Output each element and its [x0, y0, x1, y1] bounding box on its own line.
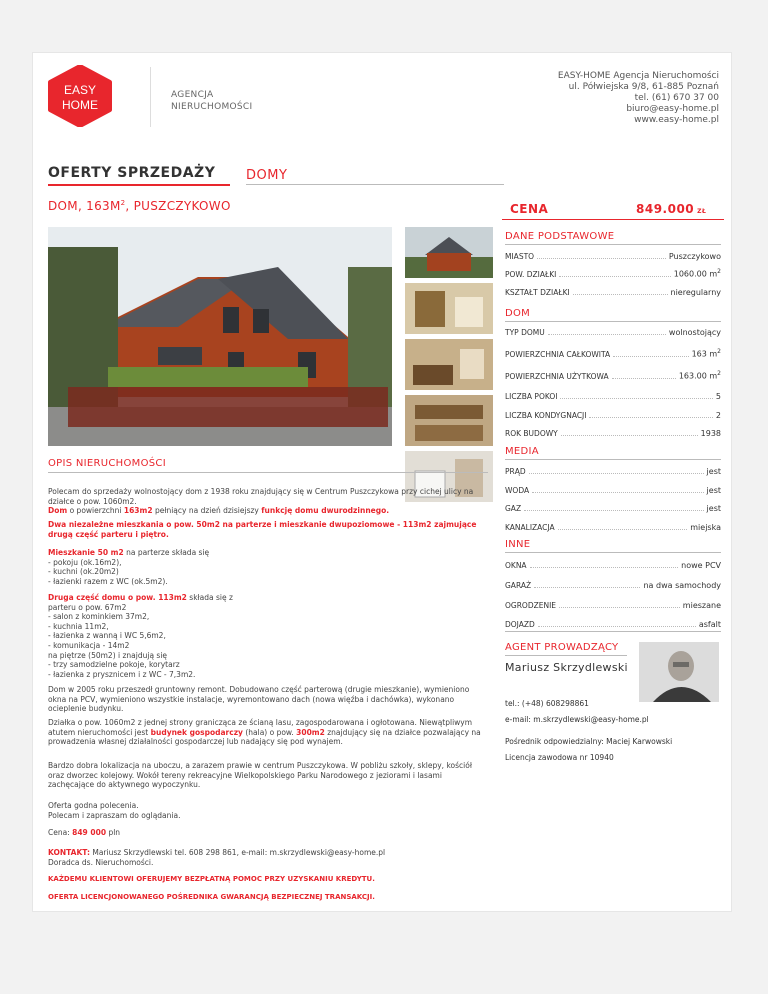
row-leader-dots	[573, 294, 668, 295]
dane-row	[505, 249, 721, 261]
dom-row	[505, 426, 721, 438]
listing-title: DOM, $163M^2$, PUSZCZYKOWO	[48, 199, 231, 213]
dom-row	[505, 369, 721, 381]
category-heading: DOMY	[246, 168, 288, 183]
main-house-photo[interactable]	[48, 227, 392, 446]
row-label: TYP DOMU	[505, 328, 545, 337]
section-divider	[505, 552, 721, 553]
license-number: Licencja zawodowa nr 10940	[505, 753, 614, 762]
media-row	[505, 520, 721, 532]
row-leader-dots	[538, 626, 696, 627]
row-label: PRĄD	[505, 467, 526, 476]
dane-row	[505, 267, 721, 279]
media-row	[505, 464, 721, 476]
row-label: POW. DZIAŁKI	[505, 270, 557, 279]
row-leader-dots	[561, 435, 698, 436]
row-label: ROK BUDOWY	[505, 429, 558, 438]
description-renovation: Dom w 2005 roku przeszedł gruntowny remont. Dobudowano część parterową (drugie mieszkanie), wymieniono okna na PCV, wymieniono wszystkie instalacje, wyremontowano dach (nowa więźba i dachówka), wykonano ocieplenie budynku.	[48, 685, 470, 714]
row-leader-dots	[532, 492, 703, 493]
dom-row	[505, 408, 721, 420]
section-other: INNE	[505, 539, 531, 550]
row-value: 1938	[700, 429, 721, 438]
agent-photo	[639, 642, 719, 702]
thumbnail-kitchen[interactable]	[405, 395, 493, 446]
section-heading: OFERTY SPRZEDAŻY	[48, 165, 216, 181]
inne-row	[505, 598, 721, 610]
dom-row	[505, 325, 721, 337]
dane-row	[505, 285, 721, 297]
description-apartments: Dwa niezależne mieszkania o pow. 50m2 na parterze i mieszkanie dwupoziomowe - 113m2 zajmujące drugą część parteru i piętro.	[48, 520, 477, 539]
agency-website[interactable]: www.easy-home.pl	[634, 115, 719, 125]
dom-row	[505, 389, 721, 401]
agent-phone[interactable]: tel.: (+48) 608298861	[505, 699, 589, 708]
row-value: jest	[706, 504, 721, 513]
row-label: OKNA	[505, 561, 527, 570]
row-label: DOJAZD	[505, 620, 535, 629]
dom-row	[505, 347, 721, 359]
credit-note: KAŻDEMU KLIENTOWI OFERUJEMY BEZPŁATNĄ POMOC PRZY UZYSKANIU KREDYTU.	[48, 875, 375, 883]
agency-email[interactable]: biuro@easy-home.pl	[626, 104, 719, 114]
section-divider	[505, 631, 721, 632]
agency-address: ul. Półwiejska 9/8, 61-885 Poznań	[568, 82, 719, 92]
row-label: LICZBA KONDYGNACJI	[505, 411, 587, 420]
photo-thumbnails	[405, 227, 493, 507]
row-leader-dots	[537, 258, 666, 259]
row-label: MIASTO	[505, 252, 535, 261]
responsible-broker: Pośrednik odpowiedzialny: Maciej Karwowski	[505, 737, 673, 746]
agent-heading: AGENT PROWADZĄCY	[505, 642, 619, 653]
description-plot: Działka o pow. 1060m2 z jednej strony granicząca ze ścianą lasu, zagospodarowana i ogłotowana. Niewątpliwym atutem nieruchomości jest budynek gospodarczy (hala) o pow. 300m2 znajdujący się na działce pozwalający na prowadzenia własnej działalności gospodarczej lub nadający się pod wynajem.	[48, 718, 481, 747]
agent-name: Mariusz Skrzydlewski	[505, 661, 628, 674]
inne-row	[505, 617, 721, 629]
description-contact: KONTAKT: Mariusz Skrzydlewski tel. 608 298 861, e-mail: m.skrzydlewski@easy-home.pl Doradca ds. Nieruchomości.	[48, 848, 386, 867]
section-house: DOM	[505, 308, 531, 319]
row-label: WODA	[505, 486, 530, 495]
row-leader-dots	[548, 334, 666, 335]
svg-text:EASY: EASY	[63, 83, 97, 97]
row-label: KANALIZACJA	[505, 523, 555, 532]
row-label: LICZBA POKOI	[505, 392, 558, 401]
row-leader-dots	[613, 356, 688, 357]
row-value: 5	[715, 392, 721, 401]
row-value: Puszczykowo	[668, 252, 721, 261]
section-divider	[48, 472, 488, 473]
license-note: OFERTA LICENCJONOWANEGO POŚREDNIKA GWARANCJĄ BEZPIECZNEJ TRANSAKCJI.	[48, 893, 375, 901]
category-underline	[246, 184, 504, 185]
section-divider	[505, 655, 627, 656]
agency-name: EASY-HOME Agencja Nieruchomości	[557, 71, 719, 81]
section-basic-data: DANE PODSTAWOWE	[505, 231, 615, 242]
price-underline	[502, 219, 724, 220]
agency-contact	[558, 71, 719, 126]
row-label: GAZ	[505, 504, 522, 513]
row-leader-dots	[559, 276, 670, 277]
description-price: Cena: 849 000 pln	[48, 828, 121, 837]
row-value: 163.00 $m^2$	[678, 370, 721, 381]
row-value: mieszane	[682, 601, 721, 610]
description-recommendation: Oferta godna polecenia. Polecam i zapraszam do oglądania.	[48, 801, 181, 820]
row-leader-dots	[529, 473, 704, 474]
section-divider	[505, 459, 721, 460]
row-leader-dots	[530, 567, 679, 568]
row-value: nowe PCV	[681, 561, 721, 570]
row-label: OGRODZENIE	[505, 601, 557, 610]
row-value: miejska	[690, 523, 721, 532]
svg-text:HOME: HOME	[62, 98, 98, 112]
row-leader-dots	[534, 587, 640, 588]
media-row	[505, 483, 721, 495]
media-row	[505, 501, 721, 513]
thumbnail-hall[interactable]	[405, 283, 493, 334]
section-divider	[505, 244, 721, 245]
easy-home-logo	[47, 65, 113, 127]
row-label: POWIERZCHNIA UŻYTKOWA	[505, 372, 609, 381]
description-heading: OPIS NIERUCHOMOŚCI	[48, 458, 166, 469]
section-divider	[505, 321, 721, 322]
row-value: jest	[706, 486, 721, 495]
thumbnail-living-room[interactable]	[405, 339, 493, 390]
logo-divider	[150, 67, 151, 127]
row-leader-dots	[559, 607, 680, 608]
inne-row	[505, 558, 721, 570]
description-intro: Polecam do sprzedaży wolnostojący dom z 1938 roku znajdujący się w Centrum Puszczykowa przy cichej ulicy na działce o pow. 1060m2. Dom o powierzchni 163m2 pełniący na dzień dzisiejszy funkcję domu dwurodzinnego.	[48, 487, 474, 516]
inne-row	[505, 578, 721, 590]
section-utilities: MEDIA	[505, 446, 539, 457]
row-leader-dots	[558, 529, 688, 530]
thumbnail-exterior[interactable]	[405, 227, 493, 278]
row-value: jest	[706, 467, 721, 476]
agency-phone[interactable]: tel. (61) 670 37 00	[634, 93, 719, 103]
row-value: 1060.00 $m^2$	[673, 268, 721, 279]
heading-underline	[48, 184, 230, 186]
agent-email[interactable]: e-mail: m.skrzydlewski@easy-home.pl	[505, 715, 649, 724]
row-value: 2	[715, 411, 721, 420]
description-apartment-2: Druga część domu o pow. 113m2 składa się z parteru o pow. 67m2 - salon z kominkiem 37m2, - kuchnia 11m2, - łazienka z wanną i WC 5,6m2, - komunikacja - 14m2 na piętrze (50m2) i znajdują się - trzy samodzielne pokoje, korytarz - łazienka z prysznicem i z WC - 7,3m2.	[48, 593, 233, 679]
description-location: Bardzo dobra lokalizacja na uboczu, a zarazem prawie w centrum Puszczykowa. W pobliżu szkoły, sklepy, kościół oraz dworzec kolejowy. Wokół tereny rekreacyjne Wielkopolskiego Parku Narodowego z jeziorami i lasami zachęcające do aktywnego wypoczynku.	[48, 761, 472, 790]
offer-sheet	[32, 52, 732, 912]
row-leader-dots	[560, 398, 712, 399]
row-label: GARAŻ	[505, 581, 532, 590]
row-leader-dots	[524, 510, 703, 511]
row-value: 163 $m^2$	[691, 348, 721, 359]
row-leader-dots	[589, 417, 712, 418]
row-leader-dots	[612, 378, 676, 379]
description-apartment-1: Mieszkanie 50 m2 na parterze składa się - pokoju (ok.16m2), - kuchni (ok.20m2) - łazienki razem z WC (ok.5m2).	[48, 548, 210, 586]
row-value: nieregularny	[670, 288, 721, 297]
row-label: KSZTAŁT DZIAŁKI	[505, 288, 570, 297]
row-value: asfalt	[698, 620, 721, 629]
price-value: 849.000 ZŁ	[636, 202, 707, 216]
row-value: wolnostojący	[668, 328, 721, 337]
row-value: na dwa samochody	[643, 581, 721, 590]
price-label: CENA	[510, 202, 549, 216]
agency-label: AGENCJA NIERUCHOMOŚCI	[171, 90, 253, 112]
row-label: POWIERZCHNIA CAŁKOWITA	[505, 350, 611, 359]
